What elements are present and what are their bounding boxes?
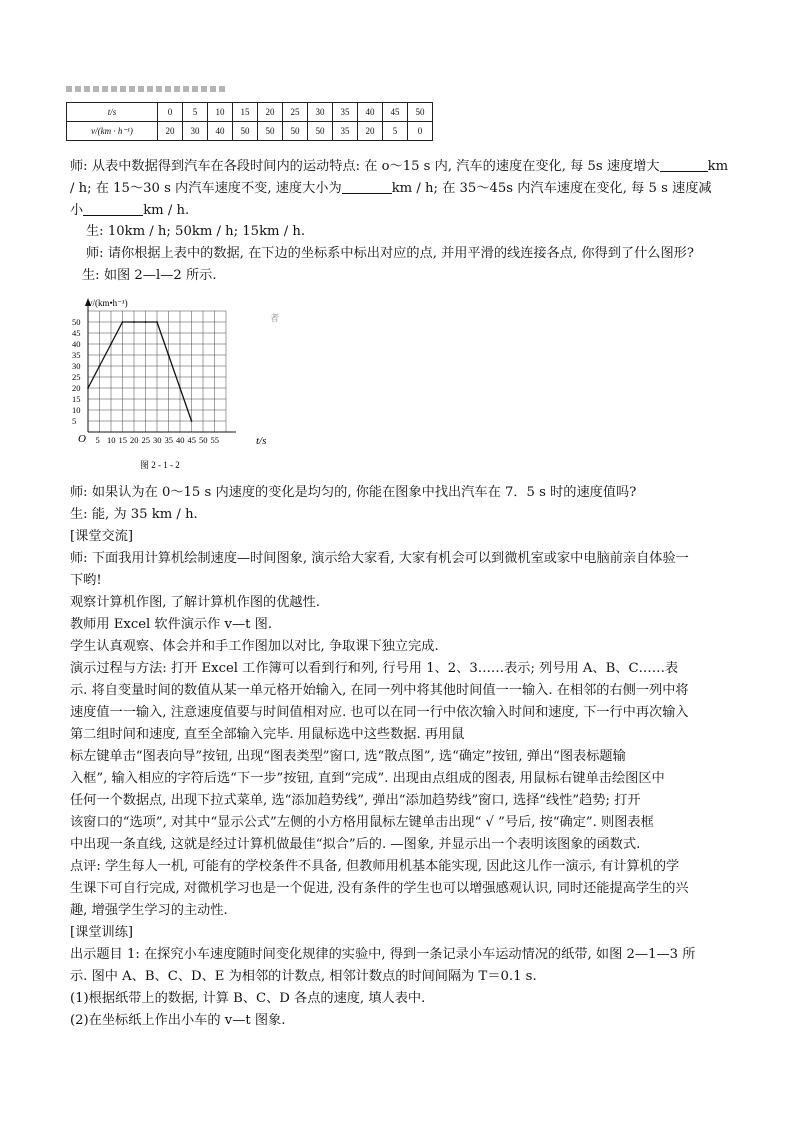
answer-line: 生: 10km / h; 50km / h; 15km / h. [86,224,306,239]
text-line [70,157,728,176]
y-tick-label: 15 [72,394,81,404]
data-point [179,387,181,389]
table-cell: 30 [308,103,333,122]
text-span: / h; 在 15～30 s 内汽车速度不变, 速度大小为 [70,181,342,196]
origin-label: O [78,433,86,445]
text-span: 师: 从表中数据得到汽车在各段时间内的运动特点: 在 o～15 s 内, 汽车的速度在变化, 每 5s 速度增大 [70,159,660,174]
text-line: 观察计算机作图, 了解计算机作图的优越性. [70,595,320,610]
x-tick-label: 10 [107,435,116,445]
velocity-time-chart [70,292,290,476]
text-line: 该窗口的“选项”, 对其中“显示公式”左侧的小方格用鼠标左键单击出现“ √ ”号后, 按“确定”. 则图表框 [70,815,654,830]
table-cell: 5 [383,122,408,141]
x-tick-label: 15 [118,435,127,445]
y-tick-label: 20 [72,383,81,393]
chart-grid [88,311,226,432]
data-point [99,365,101,367]
section-heading: [课堂训练] [70,925,134,940]
y-tick-label: 5 [72,416,77,426]
y-tick-label: 25 [72,372,81,382]
x-tick-label: 40 [176,435,185,445]
table-cell: 50 [283,122,308,141]
table-cell: 50 [258,122,283,141]
text-span: km / h. [143,203,190,218]
scan-artifact [66,86,226,92]
text-line: 入框”, 输入相应的字符后选“下一步”按钮, 直到“完成”. 出现由点组成的图表, 用鼠标右键单击绘图区中 [70,771,665,786]
table-cell: 50 [308,122,333,141]
data-point [191,420,193,422]
table-cell: 40 [358,103,383,122]
table-cell: 35 [333,122,358,141]
text-line: 演示过程与方法: 打开 Excel 工作簿可以看到行和列, 行号用 1、2、3……表示; 列号用 A、B、C……表 [70,661,679,676]
data-point [145,321,147,323]
question-item: (1)根据纸带上的数据, 计算 B、C、D 各点的速度, 填人表中. [70,991,426,1006]
table-row-velocity [67,122,433,141]
text-line: 标左键单击“图表向导”按钮, 出现“图表类型”窗口, 选“散点图”, 选“确定”按钮, 弹出“图表标题输 [70,749,626,764]
x-tick-label: 30 [153,435,162,445]
text-line: 下哟! [70,573,102,588]
text-line: 学生认真观察、体会并和手工作图加以对比, 争取课下独立完成. [70,639,439,654]
x-axis-label: t/s [256,435,267,447]
table-row-time [67,103,433,122]
y-tick-label: 30 [72,361,81,371]
chart-axes [85,298,236,432]
table-cell: 20 [158,122,183,141]
question-line: 师: 如果认为在 0～15 s 内速度的变化是均匀的, 你能在图象中找出汽车在 7．5 s 时的速度值吗? [70,485,637,500]
table-cell: 0 [158,103,183,122]
table-cell: 0 [408,122,433,141]
chart-svg [70,292,290,472]
data-point [168,354,170,356]
text-span: 小 [70,203,84,218]
x-tick-label: 50 [199,435,208,445]
data-point [156,321,158,323]
y-axis-label: v/(km•h⁻¹) [88,298,128,308]
question-line: 师: 请你根据上表中的数据, 在下边的坐标系中标出对应的点, 并用平滑的线连接各点, 你得到了什么图形? [86,246,694,261]
table-cell: 30 [183,122,208,141]
text-line: 出示题目 1: 在探究小车速度随时间变化规律的实验中, 得到一条记录小车运动情况的纸带, 如图 2—1—3 所 [70,947,696,962]
y-tick-label: 40 [72,339,81,349]
x-tick-label: 45 [187,435,196,445]
table-cell: 10 [208,103,233,122]
table-cell: 50 [408,103,433,122]
fill-blank [342,179,392,194]
table-cell: 20 [258,103,283,122]
fill-blank [660,157,708,172]
text-line: 教师用 Excel 软件演示作 v—t 图. [70,617,273,632]
section-heading: [课堂交流] [70,529,134,544]
table-cell: 50 [233,122,258,141]
text-line: 生课下可自行完成, 对微机学习也是一个促进, 没有条件的学生也可以增强感观认识, 同时还能提高学生的兴 [70,881,689,896]
velocity-header: v/(km · h⁻¹) [67,122,158,141]
table-cell: 45 [383,103,408,122]
text-span: km / h; 在 35～45s 内汽车速度在变化, 每 5 s 速度减 [391,181,712,196]
text-span: km [707,159,729,174]
text-line: 中出现一条直线, 这就是经过计算机做最佳“拟合”后的. —图象, 并显示出一个表明该图象的函数式. [70,837,641,852]
x-tick-label: 5 [95,435,100,445]
chart-series [87,321,192,422]
x-tick-label: 25 [141,435,150,445]
text-line: 示. 将自变量时间的数值从某一单元格开始输入, 在同一列中将其他时间值一一输入. 在相邻的右侧一列中将 [70,683,689,698]
y-tick-labels [72,317,81,426]
table-cell: 25 [283,103,308,122]
question-item: (2)在坐标纸上作出小车的 v—t 图象. [70,1013,286,1028]
side-mark: 者 [270,314,280,324]
text-line [70,201,189,220]
table-cell: 20 [358,122,383,141]
text-line: 速度值一一输入, 注意速度值要与时间值相对应. 也可以在同一行中依次输入时间和速度, 下一行中再次输入 [70,705,689,720]
table-cell: 40 [208,122,233,141]
answer-line: 生: 如图 2—l—2 所示. [82,268,217,283]
figure-caption: 图 2 - 1 - 2 [140,460,180,470]
data-point [110,343,112,345]
fill-blank [83,201,143,216]
data-point [87,387,89,389]
x-tick-labels [96,435,220,445]
text-line: 示. 图中 A、B、C、D、E 为相邻的计数点, 相邻计数点的时间间隔为 T＝0.1 s. [70,969,537,984]
velocity-table [66,102,433,141]
y-tick-label: 50 [72,317,81,327]
x-tick-label: 20 [130,435,139,445]
text-line [70,179,712,198]
series-line [88,322,192,421]
answer-line: 生: 能, 为 35 km / h. [70,507,198,522]
text-line: 第二组时间和速度, 直至全部输入完毕. 用鼠标选中这些数据. 再用鼠 [70,727,465,742]
y-tick-label: 10 [72,405,81,415]
text-line: 任何一个数据点, 出现下拉式菜单, 选“添加趋势线”, 弹出“添加趋势线”窗口, 选择“线性”趋势; 打开 [70,793,641,808]
text-line: 师: 下面我用计算机绘制速度—时间图象, 演示给大家看, 大家有机会可以到微机室或家中电脑前亲自体验一 [70,551,689,566]
x-tick-label: 55 [210,435,219,445]
data-point [122,321,124,323]
table-cell: 15 [233,103,258,122]
text-line: 点评: 学生每人一机, 可能有的学校条件不具备, 但教师用机基本能实现, 因此这儿作一演示, 有计算机的学 [70,859,680,874]
text-line: 趣, 增强学生学习的主动性. [70,903,228,918]
data-table [66,102,433,141]
y-tick-label: 45 [72,328,81,338]
y-tick-label: 35 [72,350,81,360]
table-cell: 35 [333,103,358,122]
x-tick-label: 35 [164,435,173,445]
time-header: t/s [67,103,158,122]
data-point [133,321,135,323]
table-cell: 5 [183,103,208,122]
